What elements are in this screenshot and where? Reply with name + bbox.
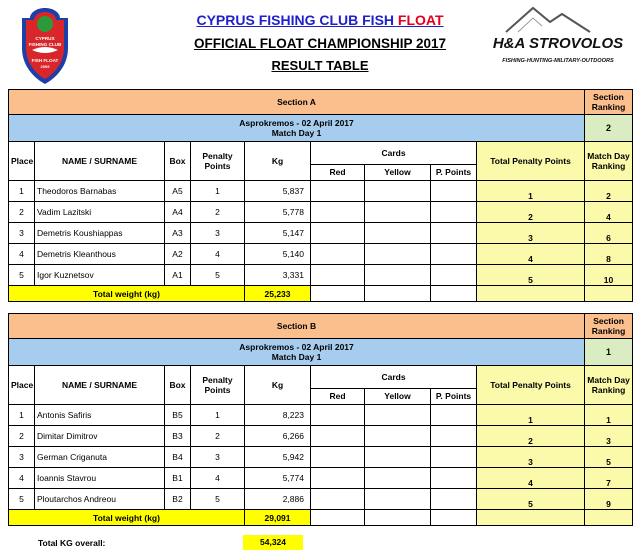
col-cards: Cards xyxy=(311,142,477,165)
name: Igor Kuznetsov xyxy=(35,265,165,286)
box: B3 xyxy=(165,426,191,447)
kg: 5,147 xyxy=(245,223,311,244)
col-place: Place xyxy=(9,366,35,405)
place: 2 xyxy=(9,426,35,447)
sponsor-tagline: FISHING-HUNTING-MILITARY-OUTDOORS xyxy=(502,58,614,64)
yellow xyxy=(365,489,431,510)
section-b-title: Section B xyxy=(9,314,585,339)
col-name: NAME / SURNAME xyxy=(35,142,165,181)
club-logo-line-2: FISHING CLUB xyxy=(28,42,62,47)
penalty: 3 xyxy=(191,447,245,468)
col-kg: Kg xyxy=(245,142,311,181)
kg: 2,886 xyxy=(245,489,311,510)
club-logo-line-4: 2009 xyxy=(40,64,50,69)
yellow xyxy=(365,265,431,286)
col-penalty: Penalty Points xyxy=(191,366,245,405)
total-penalty: 1 xyxy=(477,181,585,202)
red xyxy=(311,223,365,244)
table-row xyxy=(9,244,633,265)
section-a-match-info xyxy=(9,115,585,142)
kg: 5,837 xyxy=(245,181,311,202)
col-kg: Kg xyxy=(245,366,311,405)
red xyxy=(311,265,365,286)
yellow xyxy=(365,447,431,468)
section-a-rank: 2 xyxy=(585,115,633,142)
box: B4 xyxy=(165,447,191,468)
name: German Criganuta xyxy=(35,447,165,468)
section-b-rank: 1 xyxy=(585,339,633,366)
kg: 5,778 xyxy=(245,202,311,223)
section-a-ranking-header: Section Ranking xyxy=(585,90,633,115)
club-title-blue: CYPRUS FISHING CLUB FISH xyxy=(196,12,395,28)
club-title-red: FLOAT xyxy=(397,12,444,28)
ppoints xyxy=(431,223,477,244)
match-day-rank: 7 xyxy=(585,468,633,489)
box: B5 xyxy=(165,405,191,426)
kg: 6,266 xyxy=(245,426,311,447)
box: B2 xyxy=(165,489,191,510)
total-weight-value: 29,091 xyxy=(245,510,311,526)
col-red: Red xyxy=(311,164,365,180)
place: 3 xyxy=(9,223,35,244)
yellow xyxy=(365,223,431,244)
ppoints xyxy=(431,181,477,202)
penalty: 4 xyxy=(191,468,245,489)
kg: 5,140 xyxy=(245,244,311,265)
match-day-rank: 5 xyxy=(585,447,633,468)
section-b-ranking-header: Section Ranking xyxy=(585,314,633,339)
section-a-title: Section A xyxy=(9,90,585,115)
col-ppoints: P. Points xyxy=(431,164,477,180)
col-name: NAME / SURNAME xyxy=(35,366,165,405)
club-title xyxy=(140,12,500,28)
table-row xyxy=(9,265,633,286)
red xyxy=(311,244,365,265)
box: A1 xyxy=(165,265,191,286)
section-b-venue: Asprokremos - 02 April 2017 xyxy=(239,342,354,352)
penalty: 4 xyxy=(191,244,245,265)
sponsor-name: H&A STROVOLOS xyxy=(492,35,624,52)
col-box: Box xyxy=(165,366,191,405)
ppoints xyxy=(431,202,477,223)
match-day-rank: 4 xyxy=(585,202,633,223)
ppoints xyxy=(431,468,477,489)
section-a-table xyxy=(8,89,633,302)
kg: 5,942 xyxy=(245,447,311,468)
sponsor-logo xyxy=(478,2,638,70)
place: 1 xyxy=(9,181,35,202)
total-weight-label: Total weight (kg) xyxy=(9,286,245,302)
club-logo xyxy=(14,4,76,86)
yellow xyxy=(365,202,431,223)
table-row xyxy=(9,202,633,223)
red xyxy=(311,405,365,426)
club-logo-line-1: CYPRUS xyxy=(35,36,55,41)
match-day-rank: 8 xyxy=(585,244,633,265)
place: 5 xyxy=(9,265,35,286)
section-a-match-day: Match Day 1 xyxy=(271,128,322,138)
total-weight-value: 25,233 xyxy=(245,286,311,302)
total-kg-overall-label: Total KG overall: xyxy=(38,538,106,548)
box: A5 xyxy=(165,181,191,202)
penalty: 5 xyxy=(191,489,245,510)
table-row xyxy=(9,181,633,202)
red xyxy=(311,447,365,468)
total-weight-label: Total weight (kg) xyxy=(9,510,245,526)
place: 1 xyxy=(9,405,35,426)
penalty: 2 xyxy=(191,426,245,447)
col-match-day-ranking: Match Day Ranking xyxy=(585,366,633,405)
place: 4 xyxy=(9,244,35,265)
col-box: Box xyxy=(165,142,191,181)
name: Theodoros Barnabas xyxy=(35,181,165,202)
total-penalty: 4 xyxy=(477,468,585,489)
kg: 8,223 xyxy=(245,405,311,426)
penalty: 2 xyxy=(191,202,245,223)
total-weight-row xyxy=(9,510,633,526)
table-row xyxy=(9,405,633,426)
match-day-rank: 10 xyxy=(585,265,633,286)
penalty: 5 xyxy=(191,265,245,286)
table-row xyxy=(9,447,633,468)
total-penalty: 3 xyxy=(477,447,585,468)
section-b-match-info xyxy=(9,339,585,366)
name: Vadim Lazitski xyxy=(35,202,165,223)
red xyxy=(311,426,365,447)
place: 5 xyxy=(9,489,35,510)
col-place: Place xyxy=(9,142,35,181)
yellow xyxy=(365,405,431,426)
kg: 5,774 xyxy=(245,468,311,489)
col-total-penalty: Total Penalty Points xyxy=(477,366,585,405)
ppoints xyxy=(431,244,477,265)
name: Antonis Safiris xyxy=(35,405,165,426)
place: 3 xyxy=(9,447,35,468)
yellow xyxy=(365,181,431,202)
col-cards: Cards xyxy=(311,366,477,389)
name: Dimitar Dimitrov xyxy=(35,426,165,447)
total-penalty: 2 xyxy=(477,202,585,223)
table-row xyxy=(9,489,633,510)
total-penalty: 4 xyxy=(477,244,585,265)
ppoints xyxy=(431,426,477,447)
red xyxy=(311,489,365,510)
place: 2 xyxy=(9,202,35,223)
col-ppoints: P. Points xyxy=(431,388,477,404)
club-logo-line-3: FISH FLOAT xyxy=(31,58,59,63)
total-penalty: 1 xyxy=(477,405,585,426)
penalty: 3 xyxy=(191,223,245,244)
name: Demetris Kleanthous xyxy=(35,244,165,265)
result-table-title: RESULT TABLE xyxy=(271,58,369,73)
total-weight-row xyxy=(9,286,633,302)
section-b-match-day: Match Day 1 xyxy=(271,352,322,362)
red xyxy=(311,202,365,223)
match-day-rank: 9 xyxy=(585,489,633,510)
table-row xyxy=(9,468,633,489)
match-day-rank: 1 xyxy=(585,405,633,426)
name: Ploutarchos Andreou xyxy=(35,489,165,510)
place: 4 xyxy=(9,468,35,489)
col-match-day-ranking: Match Day Ranking xyxy=(585,142,633,181)
yellow xyxy=(365,468,431,489)
yellow xyxy=(365,426,431,447)
penalty: 1 xyxy=(191,405,245,426)
total-kg-overall-value: 54,324 xyxy=(243,535,303,550)
name: Demetris Koushiappas xyxy=(35,223,165,244)
ppoints xyxy=(431,405,477,426)
name: Ioannis Stavrou xyxy=(35,468,165,489)
red xyxy=(311,181,365,202)
total-penalty: 2 xyxy=(477,426,585,447)
box: A3 xyxy=(165,223,191,244)
table-row xyxy=(9,426,633,447)
total-penalty: 5 xyxy=(477,265,585,286)
box: B1 xyxy=(165,468,191,489)
ppoints xyxy=(431,265,477,286)
yellow xyxy=(365,244,431,265)
championship-title: OFFICIAL FLOAT CHAMPIONSHIP 2017 xyxy=(193,36,447,51)
kg: 3,331 xyxy=(245,265,311,286)
total-penalty: 5 xyxy=(477,489,585,510)
match-day-rank: 2 xyxy=(585,181,633,202)
box: A4 xyxy=(165,202,191,223)
col-yellow: Yellow xyxy=(365,164,431,180)
table-row xyxy=(9,223,633,244)
section-a-venue: Asprokremos - 02 April 2017 xyxy=(239,118,354,128)
box: A2 xyxy=(165,244,191,265)
col-red: Red xyxy=(311,388,365,404)
match-day-rank: 3 xyxy=(585,426,633,447)
section-b-table xyxy=(8,313,633,526)
penalty: 1 xyxy=(191,181,245,202)
match-day-rank: 6 xyxy=(585,223,633,244)
ppoints xyxy=(431,447,477,468)
col-penalty: Penalty Points xyxy=(191,142,245,181)
red xyxy=(311,468,365,489)
col-total-penalty: Total Penalty Points xyxy=(477,142,585,181)
total-penalty: 3 xyxy=(477,223,585,244)
ppoints xyxy=(431,489,477,510)
col-yellow: Yellow xyxy=(365,388,431,404)
